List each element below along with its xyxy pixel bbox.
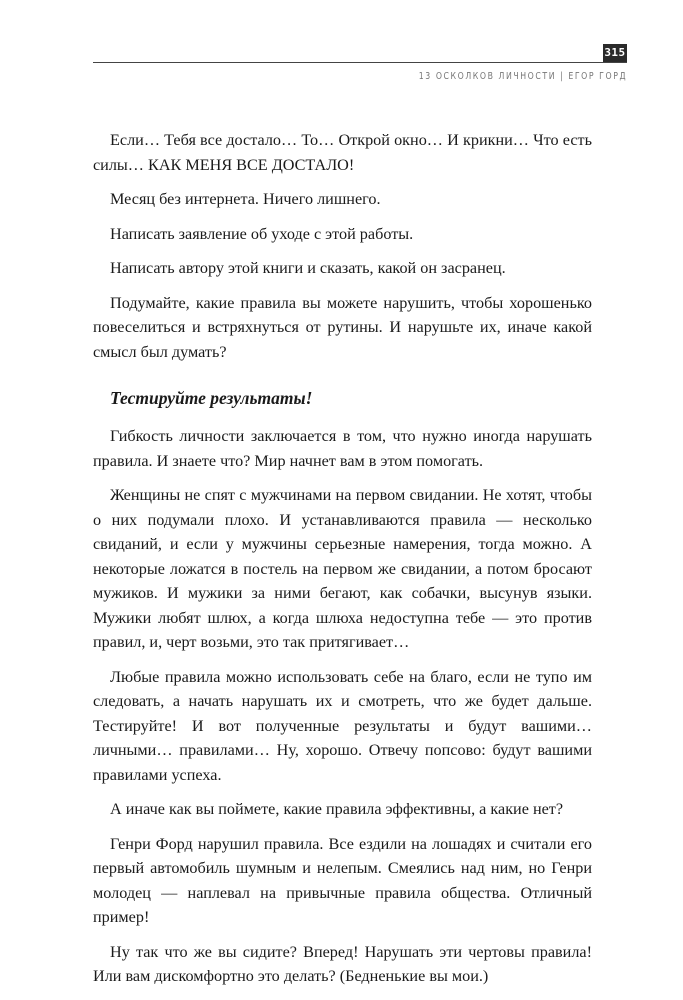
section-heading: Тестируйте результаты! xyxy=(110,388,313,408)
paragraph-7: Женщины не спят с мужчинами на первом свидании. Не хотят, чтобы о них подумали плохо. И устанавливаются правила — несколько свиданий, и если у мужчины серьезные намерения, тогда можно. А некоторые ложатся в постель на первом же свидании, а потом бросают мужиков. И мужики за ними бегают, как собачки, высунув языки. Мужики любят шлюх, а когда шлюха недоступна тебе — это против правил, и, черт возьми, это так притягивает… xyxy=(93,486,592,651)
paragraph-8: Любые правила можно использовать себе на благо, если не тупо им следовать, а начать нарушать их и смотреть, что же будет дальше. Тестируйте! И вот полученные результаты и будут вашими… личными… правилами… Ну, хорошо. Отвечу попсово: будут вашими правилами успеха. xyxy=(93,667,592,784)
page-number: 315 xyxy=(603,44,627,62)
paragraph-4: Написать автору этой книги и сказать, какой он засранец. xyxy=(110,259,506,277)
paragraph-10: Генри Форд нарушил правила. Все ездили на лошадях и считали его первый автомобиль шумным и нелепым. Смеялись над ним, но Генри молодец — наплевал на привычные правила общества. Отличный пример! xyxy=(93,834,592,926)
paragraph-5: Подумайте, какие правила вы можете нарушить, чтобы хорошенько повеселиться и встряхнуться от рутины. И нарушьте их, иначе какой смысл был думать? xyxy=(93,293,592,361)
page-body xyxy=(93,128,592,999)
running-header: 13 ОСКОЛКОВ ЛИЧНОСТИ | ЕГОР ГОРД xyxy=(418,71,627,82)
paragraph-2: Месяц без интернета. Ничего лишнего. xyxy=(110,190,381,208)
paragraph-6: Гибкость личности заключается в том, что нужно иногда нарушать правила. И знаете что? Мир начнет вам в этом помогать. xyxy=(93,427,592,470)
paragraph-9: А иначе как вы поймете, какие правила эффективны, а какие нет? xyxy=(110,800,564,818)
header-rule xyxy=(93,62,627,63)
paragraph-3: Написать заявление об уходе с этой работы. xyxy=(110,224,414,243)
paragraph-1: Если… Тебя все достало… То… Открой окно… И крикни… Что есть силы… КАК МЕНЯ ВСЕ ДОСТАЛО! xyxy=(93,131,592,174)
paragraph-11: Ну так что же вы сидите? Вперед! Нарушать эти чертовы правила! Или вам дискомфортно это делать? (Бедненькие вы мои.) xyxy=(93,942,592,985)
